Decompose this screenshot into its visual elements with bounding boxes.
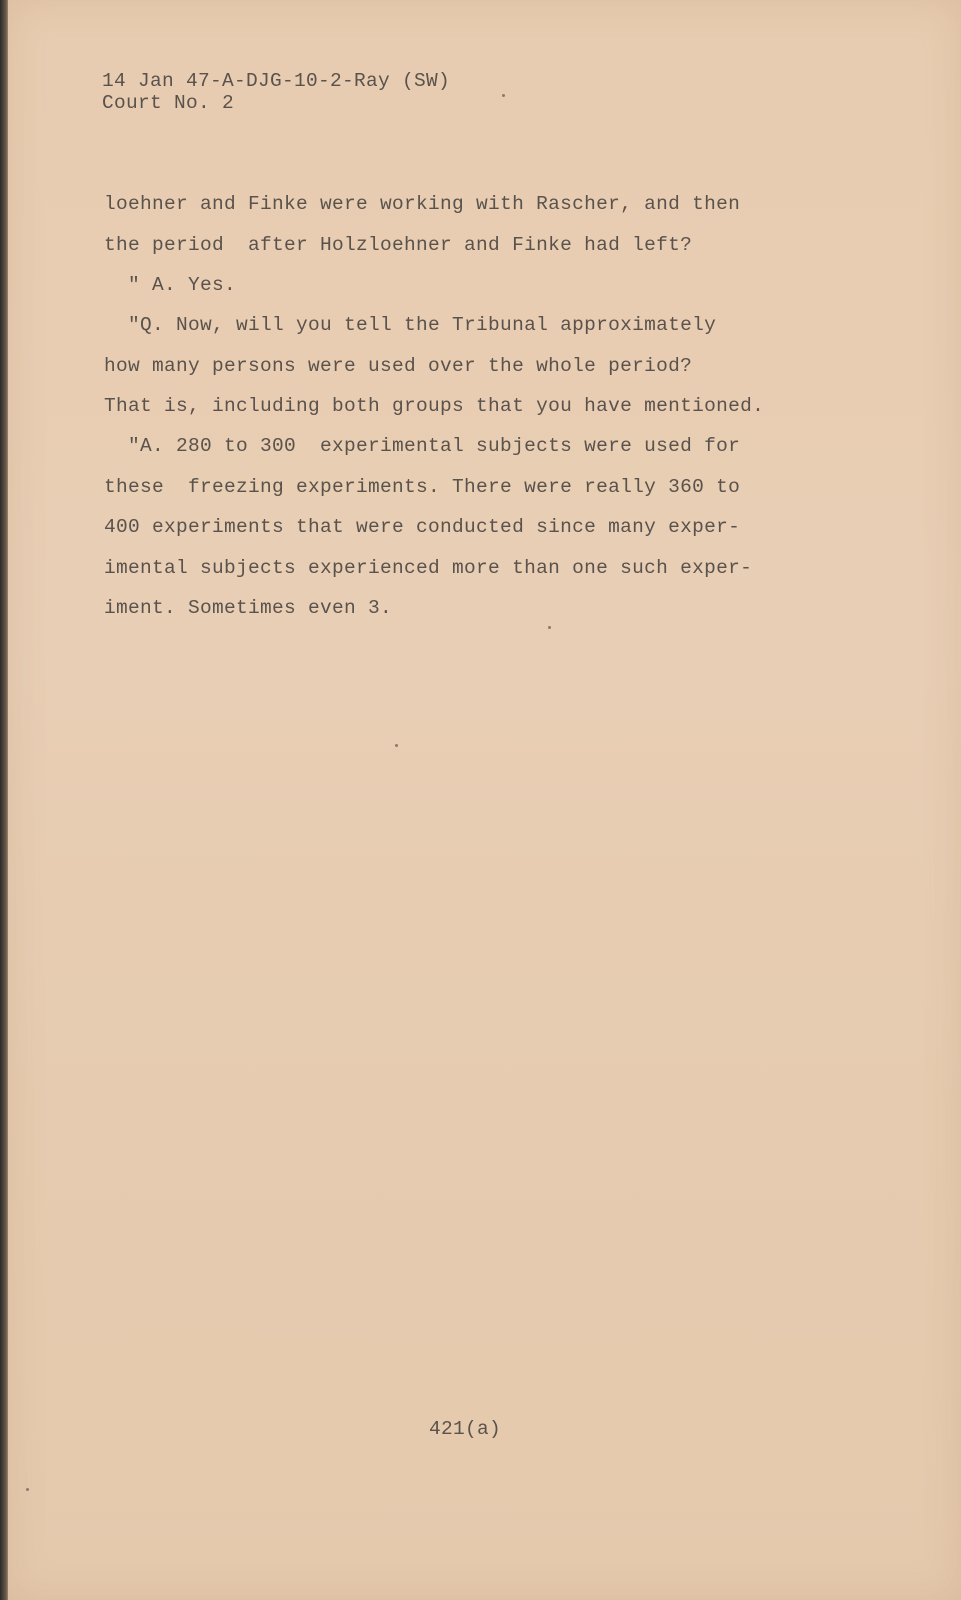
body-line-1: loehner and Finke were working with Rascher, and then [104, 193, 741, 215]
page-number: 421(a) [429, 1418, 502, 1440]
body-line-10: imental subjects experienced more than one such exper- [104, 557, 753, 579]
body-line-5: how many persons were used over the whole period? [104, 355, 693, 377]
paper-speck [502, 94, 505, 97]
body-line-8: these freezing experiments. There were really 360 to [104, 476, 741, 498]
body-line-4: "Q. Now, will you tell the Tribunal approximately [104, 314, 717, 336]
body-line-3: " A. Yes. [104, 274, 237, 296]
body-line-11: iment. Sometimes even 3. [104, 597, 393, 619]
body-line-6: That is, including both groups that you have mentioned. [104, 395, 765, 417]
paper-speck [548, 626, 551, 629]
header-court: Court No. 2 [102, 92, 235, 114]
header-reference: 14 Jan 47-A-DJG-10-2-Ray (SW) [102, 70, 451, 92]
paper-speck [26, 1488, 29, 1491]
body-line-9: 400 experiments that were conducted since many exper- [104, 516, 741, 538]
document-page [8, 0, 961, 1600]
body-line-2: the period after Holzloehner and Finke had left? [104, 234, 693, 256]
body-line-7: "A. 280 to 300 experimental subjects were used for [104, 435, 741, 457]
paper-speck [395, 744, 398, 747]
